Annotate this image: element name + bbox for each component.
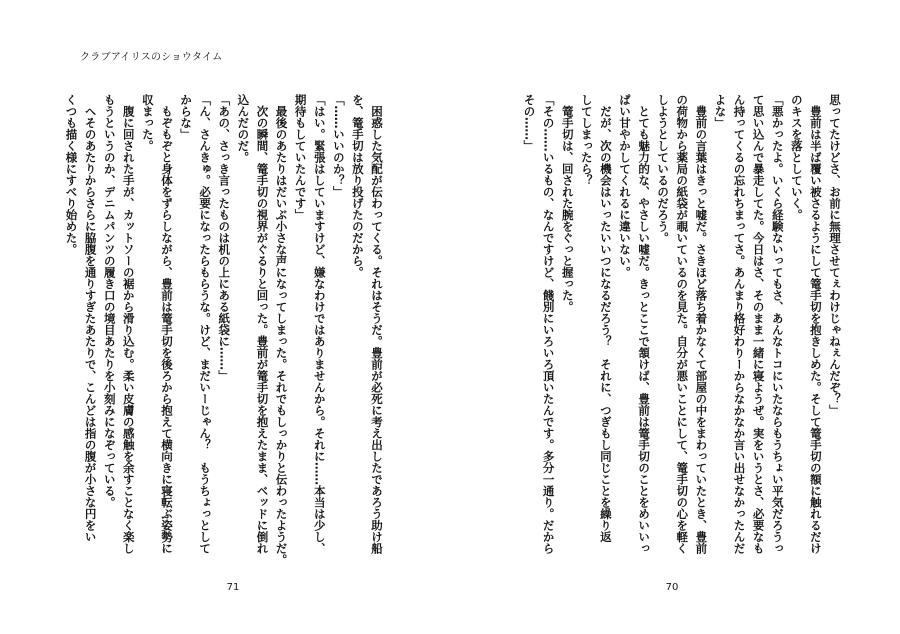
text-column: を、篭手切は放り投げたのだから。 <box>350 94 365 278</box>
text-column: とても魅力的な、やさしい嘘だ。きっとここで頷けば、豊前は篭手切のことをめいいっ <box>637 94 652 554</box>
text-column: のキスを落としていく。 <box>789 94 804 221</box>
text-column: 収まった。 <box>140 94 155 152</box>
text-column: 豊前の言葉はきっと嘘だ。さきほど落ち着かなくて部屋の中をまわっていたとき、豊前 <box>694 94 709 554</box>
text-column: 「ん、さんきゅ。必要になったらもらうな。けど、まだいーじゃん？ もうちょっとして <box>198 94 213 554</box>
text-column: 「悪かったよ。いくら経験ないってもさ、あんなトコにいたならもうちょい平気だろうっ <box>770 94 785 554</box>
text-column: ん持ってくるの忘れちまってさ。あんまり格好わりーからなかなか言い出せなかったんだ <box>732 94 747 554</box>
text-column: からな」 <box>179 94 194 140</box>
text-column: て思い込んで暴走してた。今日はさ、そのまま一緒に寝ようぜ。実をいうとさ、必要なも <box>751 94 766 554</box>
page-number-left: 71 <box>226 582 240 593</box>
text-column: 「はい。緊張はしていますけど、嫌なわけではありませんから。それに……本当は少し、 <box>312 94 327 554</box>
text-column: もぞもぞと身体をずらしながら、豊前は篭手切を後ろから抱えて横向きに寝転ぶ姿勢に <box>159 94 174 554</box>
text-column: 思ってたけどさ、お前に無理させてぇわけじゃねぇんだぞ？」 <box>828 94 842 416</box>
text-column: もうというのか、デニムパンツの履き口の境目あたりを小刻みになぞっている。 <box>102 94 117 508</box>
text-column: 腹に回された手が、カットソーの裾から滑り込む。柔い皮膚の感触を余すことなく楽し <box>121 94 136 554</box>
text-column: へそのあたりからさらに脇腹を通りすぎたあたりで、こんどは指の腹が小さな円をい <box>83 94 98 543</box>
text-column: 篭手切は、回された腕をぐっと握った。 <box>560 94 575 313</box>
text-column: 最後のあたりはだいぶ小さな声になってしまった。それでもしっかりと伝わったようだ。 <box>274 94 289 566</box>
page-number-right: 70 <box>665 582 679 593</box>
text-column: 「あの、さっき言ったものは机の上にある紙袋に……」 <box>217 94 232 382</box>
text-column: しようとしているのだろう。 <box>656 94 671 244</box>
right-page-text <box>519 94 844 568</box>
text-column: その……」 <box>522 94 537 152</box>
text-column: の荷物から薬局の紙袋が覗いているのを見た。自分が悪いことにして、篭手切の心を軽く <box>675 94 690 554</box>
left-page-text <box>61 94 386 568</box>
text-column: ぱい甘やかしてくれるに違いない。 <box>617 94 632 278</box>
text-column: だが、次の機会はいったいいつになるだろう？ それに、つぎもし同じことを繰り返 <box>598 94 613 543</box>
running-header: クラブアイリスのショウタイム <box>80 52 223 63</box>
text-column: してしまったら？ <box>579 94 594 186</box>
text-column: くつも描く様にすべり始めた。 <box>64 94 79 255</box>
text-column: 豊前は半ば覆い被さるようにして篭手切を抱きしめた。そして篭手切の額に触れるだけ <box>808 94 823 554</box>
text-column: 「その……いるもの、なんですけど、餞別にいろいろ頂いたんです。多分一通り。だから <box>541 94 556 554</box>
text-column: 次の瞬間、篭手切の視界がぐるりと回った。豊前が篭手切を抱えたまま、ベッドに倒れ <box>255 94 270 554</box>
text-column: よな」 <box>713 94 728 129</box>
text-column: 「……いいのか？」 <box>331 94 346 198</box>
text-column: 込んだのだ。 <box>236 94 251 163</box>
text-column: 期待もしていたんです」 <box>293 94 308 221</box>
text-column: 困惑した気配が伝わってくる。それはそうだ。豊前が必死に考え出したであろう助け船 <box>370 94 384 554</box>
